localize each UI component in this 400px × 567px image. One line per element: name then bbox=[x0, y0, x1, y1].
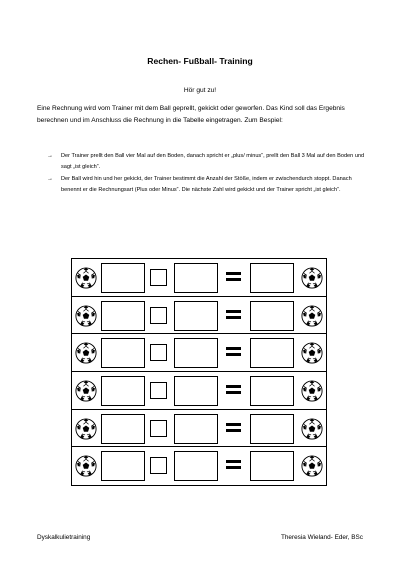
soccer-ball-icon bbox=[75, 342, 97, 364]
table-row bbox=[72, 334, 326, 372]
table-row bbox=[72, 297, 326, 335]
equals-sign bbox=[226, 423, 241, 432]
table-row bbox=[72, 259, 326, 297]
soccer-ball-icon bbox=[301, 455, 323, 477]
soccer-ball-icon bbox=[75, 418, 97, 440]
soccer-ball-icon bbox=[75, 380, 97, 402]
first-number-box[interactable] bbox=[101, 414, 145, 444]
operator-box[interactable] bbox=[150, 382, 167, 399]
example-item bbox=[47, 174, 365, 197]
first-number-box[interactable] bbox=[101, 451, 145, 481]
second-number-box[interactable] bbox=[174, 414, 218, 444]
intro-paragraph: Eine Rechnung wird vom Trainer mit dem Ball geprellt, gekickt oder geworfen. Das Kind soll das Ergebnis berechnen und im Anschluss die Rechnung in die Tabelle eingetragen. Zum Bespiel: bbox=[37, 105, 345, 124]
arrow-icon: → bbox=[47, 175, 53, 182]
result-box[interactable] bbox=[250, 451, 294, 481]
result-box[interactable] bbox=[250, 263, 294, 293]
second-number-box[interactable] bbox=[174, 338, 218, 368]
soccer-ball-icon bbox=[301, 305, 323, 327]
soccer-ball-icon bbox=[75, 305, 97, 327]
first-number-box[interactable] bbox=[101, 338, 145, 368]
result-box[interactable] bbox=[250, 301, 294, 331]
soccer-ball-icon bbox=[75, 267, 97, 289]
table-row bbox=[72, 372, 326, 410]
calculation-table bbox=[71, 258, 327, 486]
operator-box[interactable] bbox=[150, 344, 167, 361]
equals-sign bbox=[226, 272, 241, 281]
operator-box[interactable] bbox=[150, 420, 167, 437]
second-number-box[interactable] bbox=[174, 301, 218, 331]
equals-sign bbox=[226, 347, 241, 356]
equals-sign bbox=[226, 310, 241, 319]
first-number-box[interactable] bbox=[101, 301, 145, 331]
second-number-box[interactable] bbox=[174, 376, 218, 406]
second-number-box[interactable] bbox=[174, 451, 218, 481]
equals-sign bbox=[226, 385, 241, 394]
example-text: Der Ball wird hin und her gekickt, der Trainer bestimmt die Anzahl der Stöße, indem er zwischendurch stoppt. Danach benennt er die Rechnungsart (Plus oder Minus“. Die nächste Zahl wird gekickt und der Trainer spricht „ist gleich“. bbox=[61, 175, 352, 194]
result-box[interactable] bbox=[250, 338, 294, 368]
worksheet-subtitle: Hör gut zu! bbox=[183, 87, 217, 94]
example-text: Der Trainer prellt den Ball vier Mal auf den Boden, danach spricht er „plus/ minus“, prellt den Ball 3 Mal auf den Boden und sagt „ist gleich“. bbox=[61, 153, 365, 171]
first-number-box[interactable] bbox=[101, 376, 145, 406]
example-list bbox=[47, 151, 365, 197]
table-row bbox=[72, 410, 326, 448]
result-box[interactable] bbox=[250, 376, 294, 406]
soccer-ball-icon bbox=[301, 267, 323, 289]
example-item bbox=[47, 151, 365, 174]
soccer-ball-icon bbox=[301, 342, 323, 364]
second-number-box[interactable] bbox=[174, 263, 218, 293]
result-box[interactable] bbox=[250, 414, 294, 444]
operator-box[interactable] bbox=[150, 269, 167, 286]
equals-sign bbox=[226, 460, 241, 469]
soccer-ball-icon bbox=[301, 380, 323, 402]
footer-left: Dyskalkulietraining bbox=[37, 534, 91, 541]
operator-box[interactable] bbox=[150, 307, 167, 324]
footer-right: Theresia Wieland- Eder, BSc bbox=[280, 534, 363, 541]
worksheet-title: Rechen- Fußball- Training bbox=[147, 56, 253, 66]
soccer-ball-icon bbox=[301, 418, 323, 440]
soccer-ball-icon bbox=[75, 455, 97, 477]
arrow-icon: → bbox=[47, 153, 53, 159]
table-row bbox=[72, 447, 326, 485]
first-number-box[interactable] bbox=[101, 263, 145, 293]
operator-box[interactable] bbox=[150, 457, 167, 474]
